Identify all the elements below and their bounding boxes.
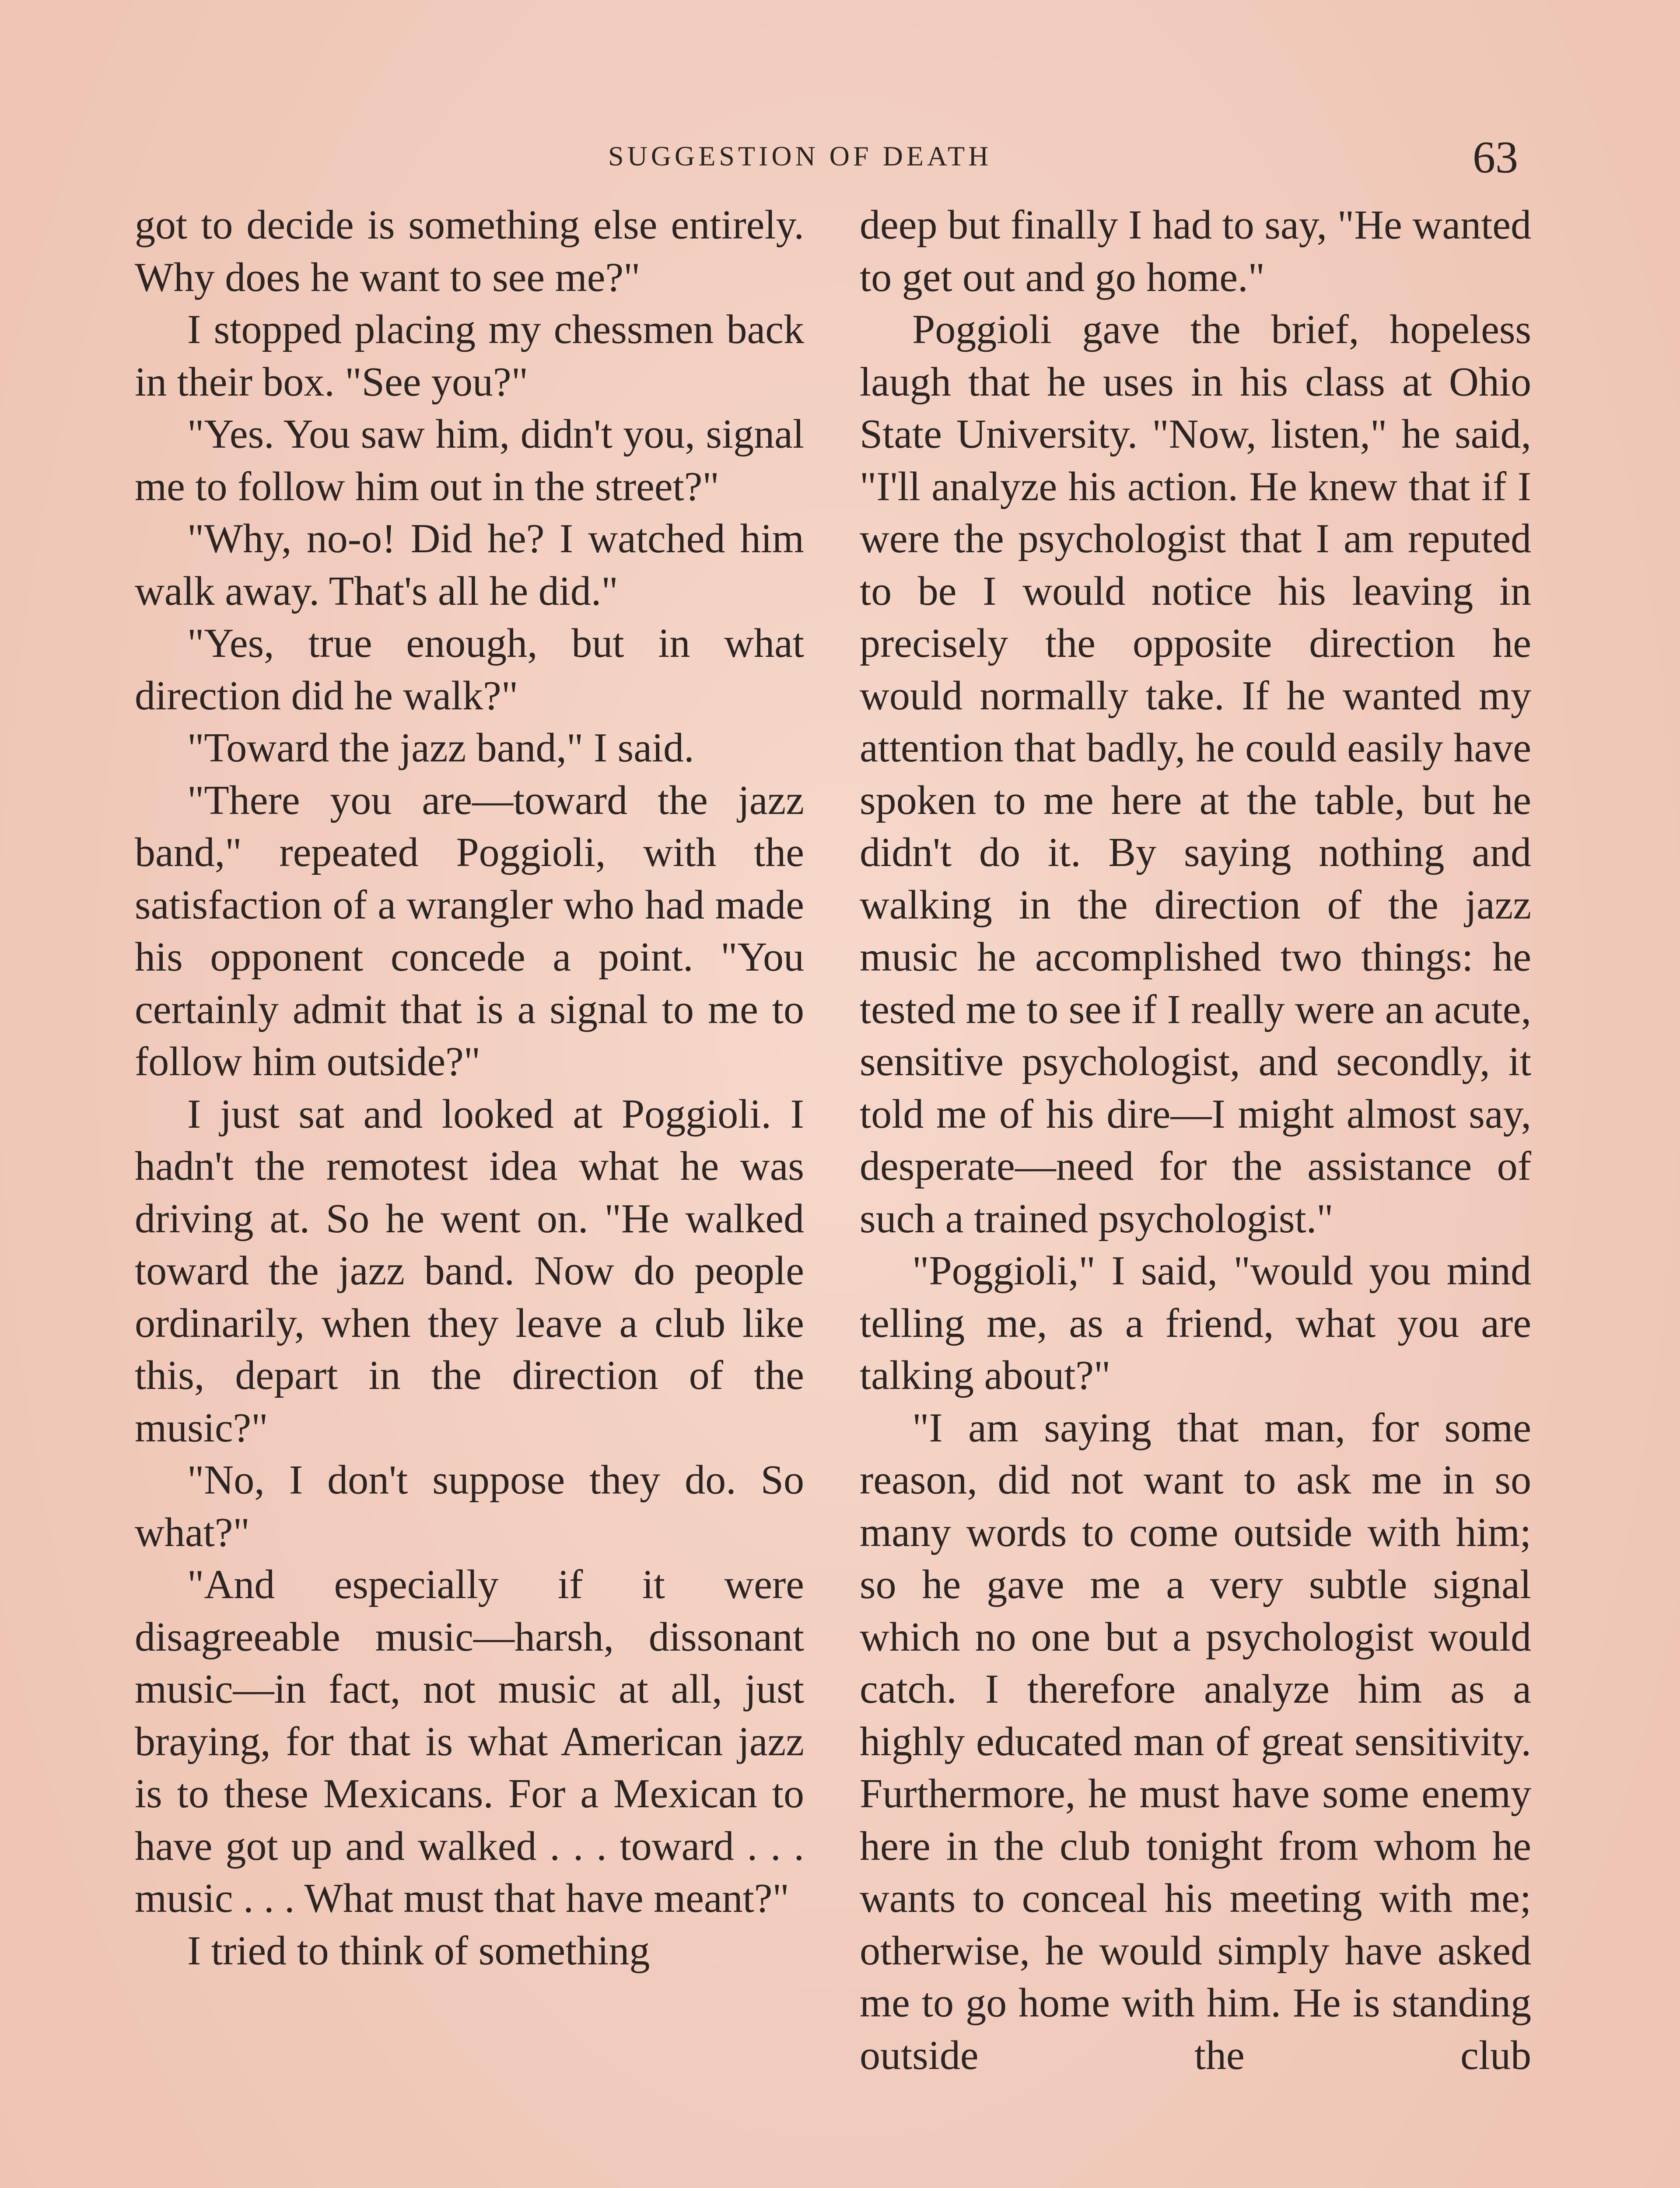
paragraph: Poggioli gave the brief, hopeless laugh that he uses in his class at Ohio State University. "Now, listen," he said, "I'll analyze his action. He knew that if I were the psychologist that I am reputed to be I would notice his leaving in precisely the opposite direction he would normally take. If he wanted my attention that badly, he could easily have spoken to me here at the table, but he didn't do it. By saying nothing and walking in the direction of the jazz music he accomplished two things: he tested me to see if I really were an acute, sensitive psychologist, and secondly, it told me of his dire—I might almost say, desperate—need for the assistance of such a trained psychologist." <box>860 307 1531 1241</box>
paragraph: "And especially if it were disagreeable music—harsh, dissonant music—in fact, not music at all, just braying, for that is what American jazz is to these Mexicans. For a Mexican to have got up and walked . . . toward . . . music . . . What must that have meant?" <box>135 1562 804 1921</box>
paragraph: I tried to think of something <box>187 1928 650 1974</box>
paragraph: "There you are—toward the jazz band," repeated Poggioli, with the satisfaction of a wrangler who had made his opponent concede a point. "You certainly admit that is a signal to me to follow him outside?" <box>135 777 804 1084</box>
paragraph: "No, I don't suppose they do. So what?" <box>135 1457 804 1555</box>
page-number: 63 <box>1473 132 1518 182</box>
paragraph: I just sat and looked at Poggioli. I hadn't the remotest idea what he was driving at. So he went on. "He walked toward the jazz band. Now do people ordinarily, when they leave a club like this, depart in the direction of the music?" <box>135 1091 804 1451</box>
paragraph: "Poggioli," I said, "would you mind telling me, as a friend, what you are talking about?" <box>860 1248 1531 1398</box>
left-column <box>135 199 804 1977</box>
paragraph: deep but finally I had to say, "He wanted to get out and go home." <box>860 202 1531 300</box>
running-title: SUGGESTION OF DEATH <box>608 140 992 172</box>
paragraph: "I am saying that man, for some reason, did not want to ask me in so many words to come outside with him; so he gave me a very subtle signal which no one but a psychologist would catch. I therefore analyze him as a highly educated man of great sensitivity. Furthermore, he must have some enemy here in the club tonight from whom he wants to conceal his meeting with me; otherwise, he would simply have asked me to go home with him. He is standing outside the club <box>860 1405 1531 2078</box>
paragraph: "Yes. You saw him, didn't you, signal me to follow him out in the street?" <box>135 411 804 509</box>
paragraph: "Toward the jazz band," I said. <box>187 725 694 771</box>
paragraph: got to decide is something else entirely. Why does he want to see me?" <box>135 202 804 300</box>
running-header <box>0 131 1680 193</box>
paragraph: I stopped placing my chessmen back in their box. "See you?" <box>135 307 804 405</box>
right-column <box>860 199 1531 2082</box>
paragraph: "Why, no-o! Did he? I watched him walk away. That's all he did." <box>135 516 804 614</box>
paragraph: "Yes, true enough, but in what direction did he walk?" <box>135 621 804 719</box>
